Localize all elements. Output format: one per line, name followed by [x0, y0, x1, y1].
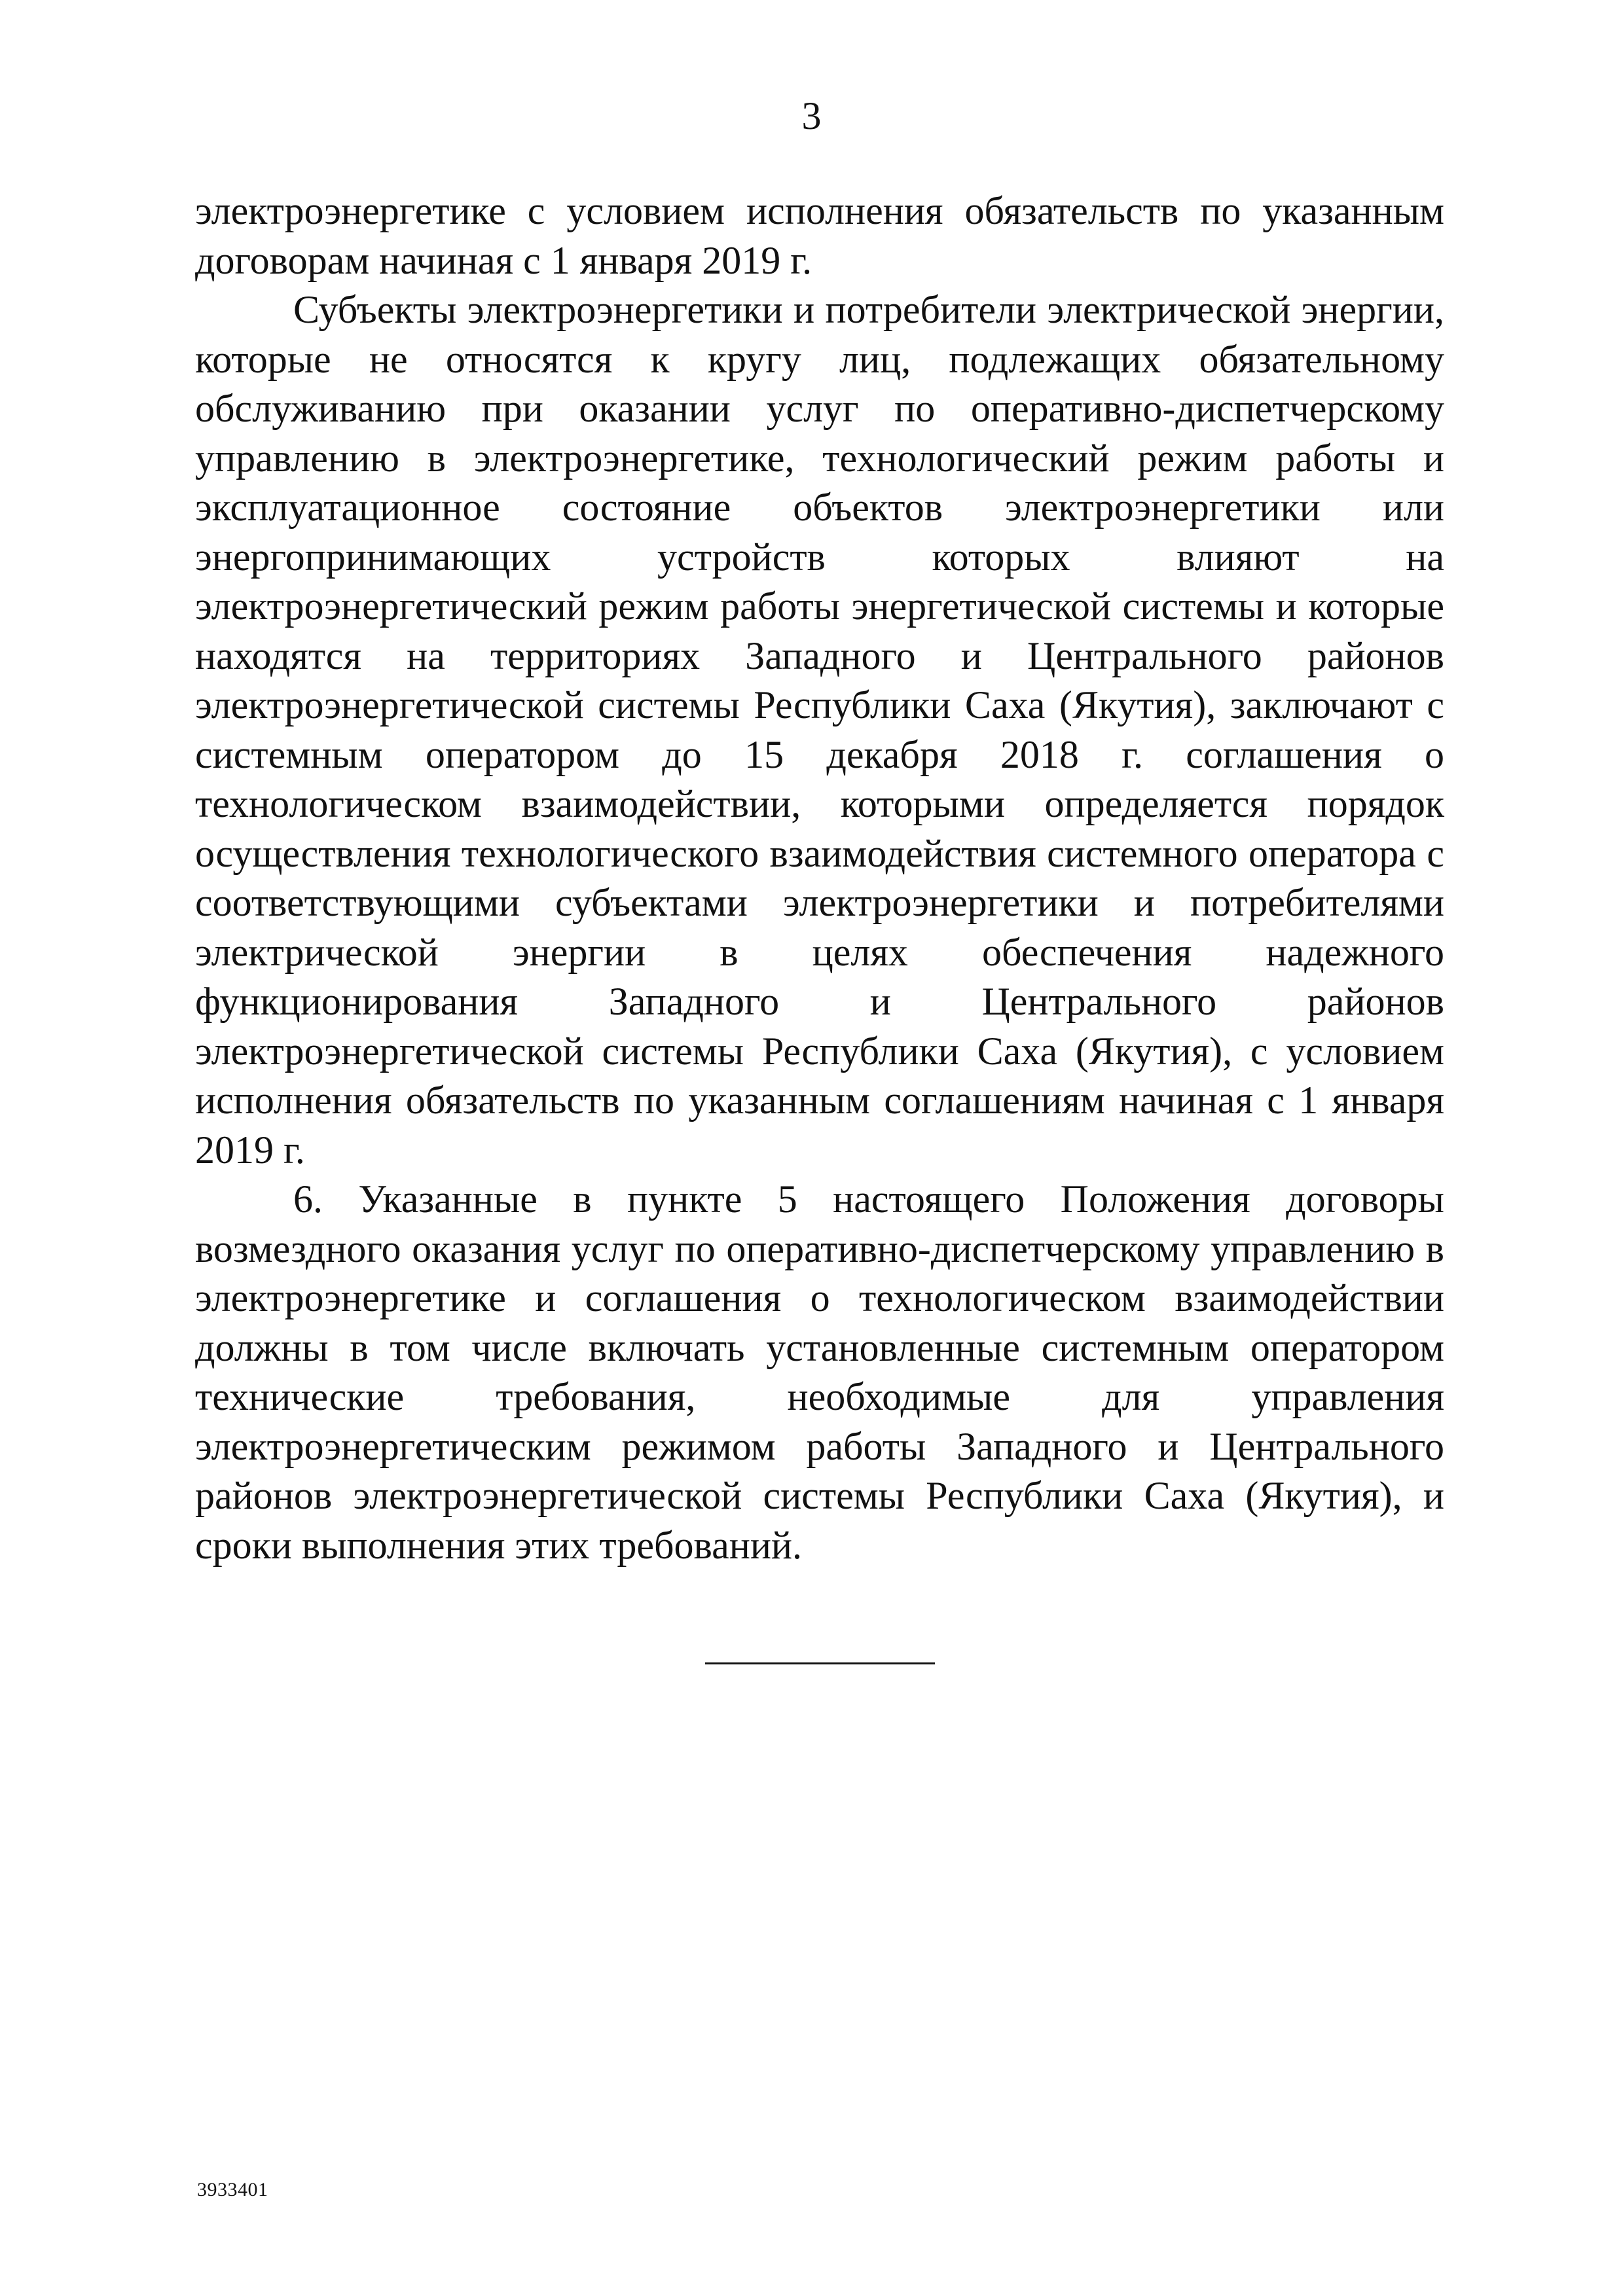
paragraph-item-6: 6. Указанные в пункте 5 настоящего Положения договоры возмездного оказания услуг по оперативно-диспетчерскому управлению в электроэнергетике и соглашения о технологическом взаимодействии должны в том числе включать установленные системным оператором технические требования, необходимые для управления электроэнергетическим режимом работы Западного и Центрального районов электроэнергетической системы Республики Саха (Якутия), и сроки выполнения этих требований.	[195, 1177, 1444, 1567]
closing-divider	[705, 1662, 935, 1664]
document-code: 3933401	[197, 2179, 268, 2200]
paragraph-continuation: электроэнергетике с условием исполнения обязательств по указанным договорам начиная с 1 января 2019 г.	[195, 189, 1444, 282]
page-number: 3	[801, 94, 822, 137]
document-body	[195, 187, 1444, 1570]
paragraph-subjects-agreements: Субъекты электроэнергетики и потребители электрической энергии, которые не относятся к кругу лиц, подлежащих обязательному обслуживанию при оказании услуг по оперативно-диспетчерскому управлению в электроэнергетике, технологический режим работы и эксплуатационное состояние объектов электроэнергетики или энергопринимающих устройств которых влияют на электроэнергетический режим работы энергетической системы и которые находятся на территориях Западного и Центрального районов электроэнергетической системы Республики Саха (Якутия), заключают с системным оператором до 15 декабря 2018 г. соглашения о технологическом взаимодействии, которыми определяется порядок осуществления технологического взаимодействия системного оператора с соответствующими субъектами электроэнергетики и потребителями электрической энергии в целях обеспечения надежного функционирования Западного и Центрального районов электроэнергетической системы Республики Саха (Якутия), с условием исполнения обязательств по указанным соглашениям начиная с 1 января 2019 г.	[195, 288, 1444, 1172]
